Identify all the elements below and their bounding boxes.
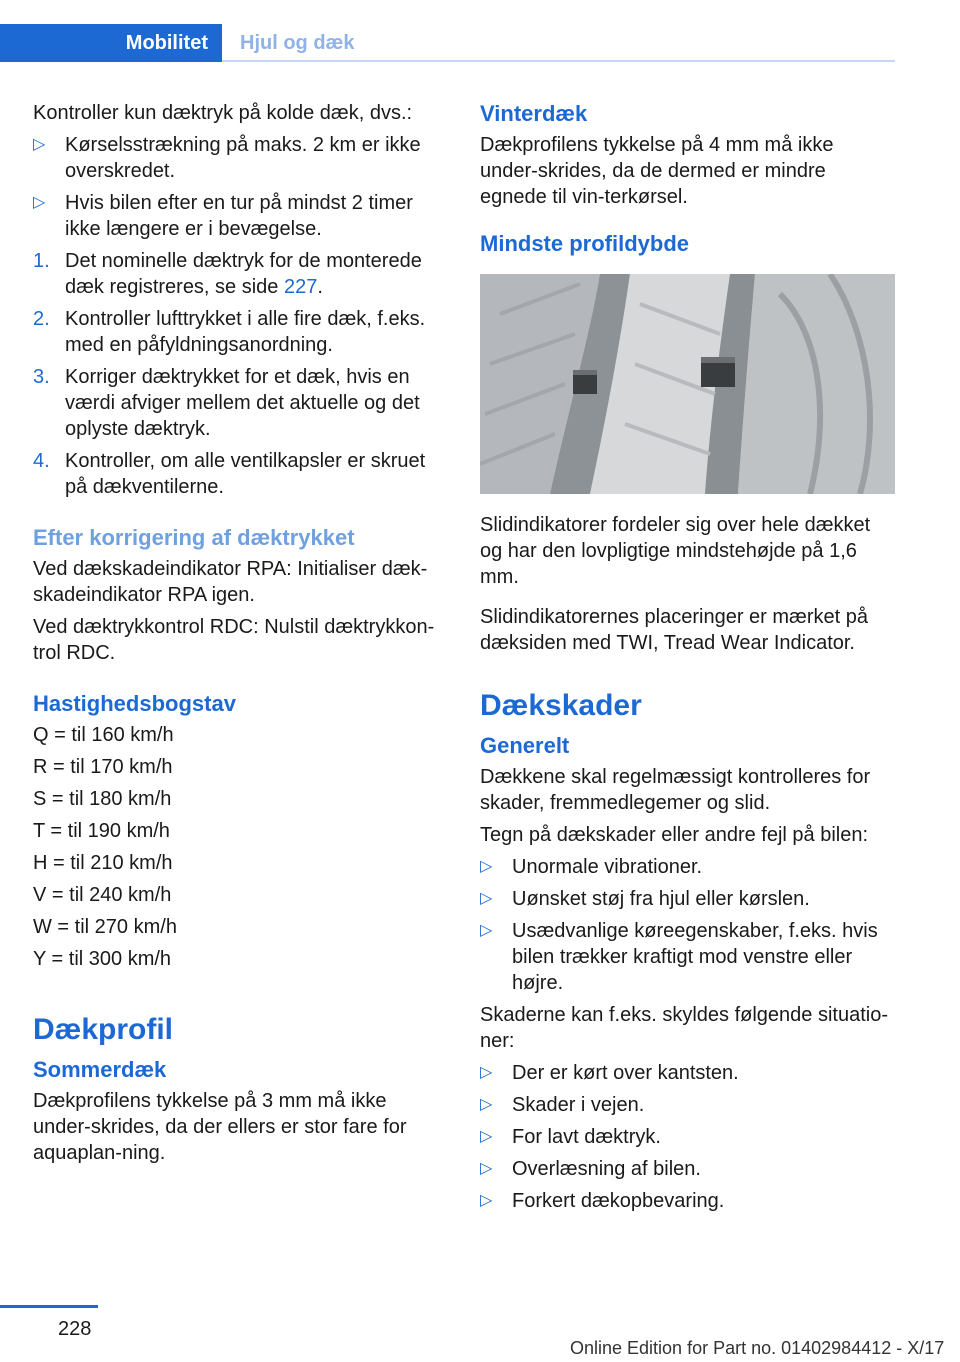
left-column bbox=[33, 100, 448, 1172]
general-text: Dækkene skal regelmæssigt kontrolleres for skader, fremmedlegemer og slid. bbox=[480, 766, 871, 814]
step-item: 4. Kontroller, om alle ventilkapsler er skruet på dækventilerne. bbox=[33, 450, 426, 498]
triangle-bullet-icon: ▷ bbox=[480, 1064, 493, 1081]
speed-item: W = til 270 km/h bbox=[33, 916, 177, 938]
speed-item: S = til 180 km/h bbox=[33, 788, 172, 810]
triangle-bullet-icon: ▷ bbox=[480, 890, 493, 907]
bullet-item: ▷ Usædvanlige køreegenskaber, f.eks. hvis bilen trækker kraftigt mod venstre eller højre. bbox=[480, 920, 878, 994]
after-rpa-text: Ved dækskadeindikator RPA: Initialiser dæk‐skadeindikator RPA igen. bbox=[33, 558, 428, 606]
bullet-item: ▷ Skader i vejen. bbox=[480, 1094, 645, 1116]
triangle-bullet-icon: ▷ bbox=[33, 194, 46, 211]
bullet-item: ▷ Unormale vibrationer. bbox=[480, 856, 703, 878]
winter-tyre-text: Dækprofilens tykkelse på 4 mm må ikke under‐skrides, da de dermed er mindre egnede til vin‐terkørsel. bbox=[480, 134, 834, 208]
bullet-item: ▷ Kørselsstrækning på maks. 2 km er ikke overskredet. bbox=[33, 134, 421, 182]
edition-footer: Online Edition for Part no. 01402984412 - X/17 bbox=[570, 1338, 945, 1358]
winter-tyre-heading: Vinterdæk bbox=[480, 101, 588, 126]
speed-item: Y = til 300 km/h bbox=[33, 948, 172, 970]
after-rdc-text: Ved dæktrykkontrol RDC: Nulstil dæktrykkon‐trol RDC. bbox=[33, 616, 435, 664]
speed-letter-heading: Hastighedsbogstav bbox=[33, 691, 236, 716]
triangle-bullet-icon: ▷ bbox=[480, 1096, 493, 1113]
twi-text: Slidindikatorernes placeringer er mærket på dæksiden med TWI, Tread Wear Indicator. bbox=[480, 606, 868, 654]
chapter-tab-hjul-og-daek[interactable]: Hjul og dæk bbox=[240, 31, 355, 54]
bullet-item: ▷ Overlæsning af bilen. bbox=[480, 1158, 701, 1180]
summer-tyre-heading: Sommerdæk bbox=[33, 1057, 167, 1082]
triangle-bullet-icon: ▷ bbox=[480, 1192, 493, 1209]
speed-item: R = til 170 km/h bbox=[33, 756, 173, 778]
causes-intro: Skaderne kan f.eks. skyldes følgende situatio‐ner: bbox=[480, 1004, 888, 1052]
bullet-item: ▷ Forkert dækopbevaring. bbox=[480, 1190, 725, 1212]
section-tab-mobilitet[interactable]: Mobilitet bbox=[0, 24, 222, 62]
triangle-bullet-icon: ▷ bbox=[33, 136, 46, 153]
tyre-damage-title: Dækskader bbox=[480, 689, 642, 722]
page-number: 228 bbox=[58, 1318, 92, 1340]
intro-text: Kontroller kun dæktryk på kolde dæk, dvs.: bbox=[33, 102, 413, 124]
page-link-227[interactable]: 227 bbox=[283, 276, 318, 298]
summer-tyre-text: Dækprofilens tykkelse på 3 mm må ikke under‐skrides, da der ellers er stor fare for aquaplan‐ning. bbox=[33, 1090, 407, 1164]
bullet-item: ▷ Der er kørt over kantsten. bbox=[480, 1062, 739, 1084]
triangle-bullet-icon: ▷ bbox=[480, 922, 493, 939]
speed-item: Q = til 160 km/h bbox=[33, 724, 174, 746]
page-header bbox=[0, 24, 895, 62]
step-item: 2. Kontroller lufttrykket i alle fire dæk, f.eks. med en påfyldningsanordning. bbox=[33, 308, 426, 356]
step-item: 3. Korriger dæktrykket for et dæk, hvis en værdi afviger mellem det aktuelle og det oplyste dæktryk. bbox=[33, 366, 420, 440]
triangle-bullet-icon: ▷ bbox=[480, 858, 493, 875]
tread-wear-indicator-illustration bbox=[480, 274, 895, 494]
image-caption: Slidindikatorer fordeler sig over hele dækket og har den lovpligtige mindstehøjde på 1,6 mm. bbox=[480, 514, 871, 588]
header-rule bbox=[222, 60, 895, 62]
speed-item: V = til 240 km/h bbox=[33, 884, 172, 906]
signs-intro: Tegn på dækskader eller andre fejl på bilen: bbox=[480, 824, 869, 846]
bullet-item: ▷ Hvis bilen efter en tur på mindst 2 timer ikke længere er i bevægelse. bbox=[33, 192, 413, 240]
after-correction-heading: Efter korrigering af dæktrykket bbox=[33, 525, 355, 550]
speed-list bbox=[33, 722, 448, 972]
triangle-bullet-icon: ▷ bbox=[480, 1128, 493, 1145]
right-column bbox=[480, 100, 895, 1220]
tread-profile-title: Dækprofil bbox=[33, 1013, 174, 1046]
step-item: 1. Det nominelle dæktryk for de monterede dæk registreres, se side 227. bbox=[33, 250, 422, 298]
general-heading: Generelt bbox=[480, 733, 570, 758]
min-tread-depth-heading: Mindste profildybde bbox=[480, 231, 689, 256]
footer-rule bbox=[0, 1305, 98, 1308]
speed-item: H = til 210 km/h bbox=[33, 852, 173, 874]
speed-item: T = til 190 km/h bbox=[33, 820, 170, 842]
triangle-bullet-icon: ▷ bbox=[480, 1160, 493, 1177]
bullet-item: ▷ Uønsket støj fra hjul eller kørslen. bbox=[480, 888, 810, 910]
bullet-item: ▷ For lavt dæktryk. bbox=[480, 1126, 661, 1148]
